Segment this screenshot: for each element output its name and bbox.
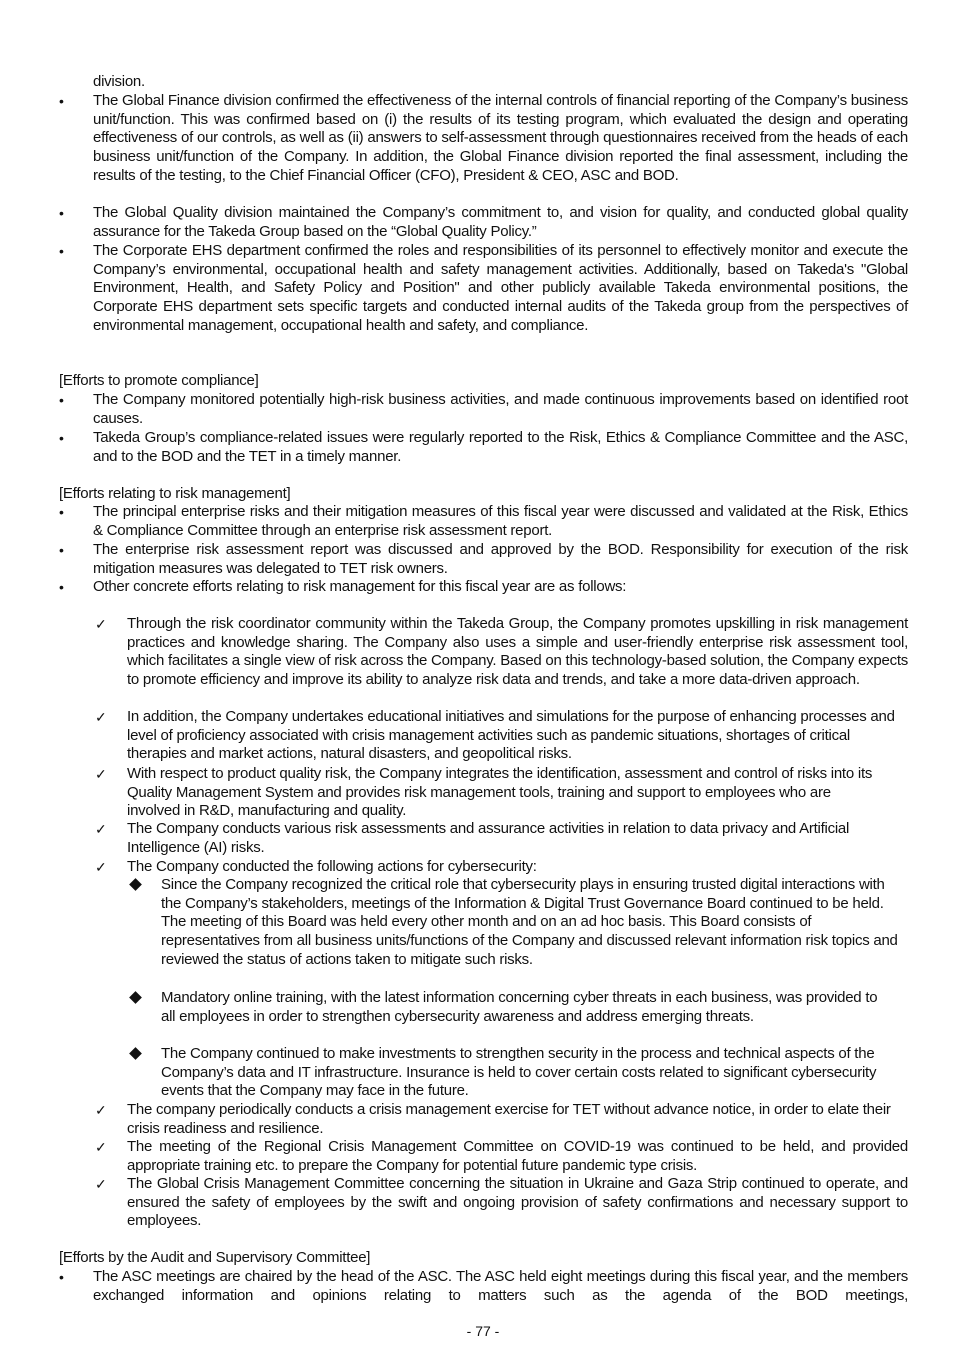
checkmark-icon: ✓: [95, 1139, 107, 1155]
risk-bullet: The principal enterprise risks and their mitigation measures of this fiscal year were discussed and validated at the Risk, Ethics & Compliance Committee through an enterprise risk assessment report.: [93, 503, 908, 539]
checkmark-icon: ✓: [95, 1176, 107, 1192]
risk-bullet: The enterprise risk assessment report was discussed and approved by the BOD. Responsibility for execution of the risk mitigation measures was delegated to TET risk owners.: [93, 541, 908, 577]
compliance-bullet: The Company monitored potentially high-risk business activities, and made continuous improvements based on identified root causes.: [93, 391, 908, 427]
risk-bullet: Other concrete efforts relating to risk management for this fiscal year are as follows:: [93, 578, 627, 595]
check-item-product-quality: With respect to product quality risk, the Company integrates the identification, assessment and control of risks into its Quality Management System and provides risk management tools, training and support to employees who are involved in R&D, manufacturing and quality.: [127, 765, 873, 820]
bullet-global-finance: The Global Finance division confirmed the effectiveness of the internal controls of financial reporting of the Company’s business unit/function. This was confirmed based on (i) the results of its testing program, which evaluated the design and operating effectiveness of our controls, as well as (ii) answers to self-assessment through questionnaires received from the heads of each business unit/function of the Company. In addition, the Global Finance division reported the final assessment, including the results of the testing, to the Chief Financial Officer (CFO), President & CEO, ASC and BOD.: [93, 92, 908, 184]
bullet-icon: •: [59, 243, 64, 259]
section-heading-risk-management: [Efforts relating to risk management]: [59, 485, 291, 502]
bullet-icon: •: [59, 579, 64, 595]
bullet-icon: •: [59, 93, 64, 109]
check-item-global-crisis-committee: The Global Crisis Management Committee concerning the situation in Ukraine and Gaza Strip continued to operate, and ensured the safety of employees by the swift and ongoing provision of safety confirmations and necessary support to employees.: [127, 1175, 908, 1230]
page-number: - 77 -: [466, 1323, 500, 1339]
check-item-risk-coordinator: Through the risk coordinator community within the Takeda Group, the Company promotes upskilling in risk management practices and knowledge sharing. The Company also uses a simple and user-friendly enterprise risk assessment tool, which facilitates a single view of risk across the Company. Based on this technology-based solution, the Company expects to promote efficiency and improve its ability to analyze risk data and trends, and take a more data-driven approach.: [127, 615, 908, 689]
check-item-covid-committee: The meeting of the Regional Crisis Management Committee on COVID-19 was continued to be held, and provided appropriate training etc. to prepare the Company for potential future pandemic type crisis.: [127, 1138, 908, 1174]
bullet-icon: •: [59, 392, 64, 408]
diamond-item-governance-board: Since the Company recognized the critical role that cybersecurity plays in ensuring trusted digital interactions with the Company’s stakeholders, meetings of the Information & Digital Trust Governance Board continued to be held. The meeting of this Board was held every other month and on an ad hoc basis. This Board consists of representatives from all business units/functions of the Company and discussed relevant information risk topics and reviewed the status of actions taken to mitigate such risks.: [161, 876, 898, 968]
bullet-icon: •: [59, 430, 64, 446]
continuation-text: division.: [93, 73, 145, 90]
checkmark-icon: ✓: [95, 859, 107, 875]
checkmark-icon: ✓: [95, 709, 107, 725]
diamond-bullet-icon: [129, 991, 142, 1004]
check-item-data-privacy: The Company conducts various risk assessments and assurance activities in relation to data privacy and Artificial Intelligence (AI) risks.: [127, 820, 850, 856]
bullet-icon: •: [59, 1269, 64, 1285]
checkmark-icon: ✓: [95, 766, 107, 782]
bullet-global-quality: The Global Quality division maintained the Company’s commitment to, and vision for quality, and conducted global quality assurance for the Takeda Group based on the “Global Quality Policy.”: [93, 204, 908, 240]
check-item-cybersecurity: The Company conducted the following actions for cybersecurity:: [127, 858, 537, 875]
check-item-crisis-exercise: The company periodically conducts a crisis management exercise for TET without advance notice, in order to elate their crisis readiness and resilience.: [127, 1101, 891, 1137]
section-heading-asc: [Efforts by the Audit and Supervisory Committee]: [59, 1249, 371, 1266]
section-heading-compliance: [Efforts to promote compliance]: [59, 372, 259, 389]
diamond-item-online-training: Mandatory online training, with the latest information concerning cyber threats in each business, was provided to all employees in order to strengthen cybersecurity awareness and address emerging threats.: [161, 989, 878, 1025]
compliance-bullet: Takeda Group’s compliance-related issues were regularly reported to the Risk, Ethics & Compliance Committee and the ASC, and to the BOD and the TET in a timely manner.: [93, 429, 908, 465]
checkmark-icon: ✓: [95, 1102, 107, 1118]
diamond-item-investments: The Company continued to make investments to strengthen security in the process and technical aspects of the Company’s data and IT infrastructure. Insurance is held to cover certain costs related to significant cybersecurity events that the Company may face in the future.: [161, 1045, 877, 1100]
checkmark-icon: ✓: [95, 821, 107, 837]
bullet-icon: •: [59, 205, 64, 221]
diamond-bullet-icon: [129, 1047, 142, 1060]
checkmark-icon: ✓: [95, 616, 107, 632]
bullet-icon: •: [59, 504, 64, 520]
asc-bullet: The ASC meetings are chaired by the head of the ASC. The ASC held eight meetings during this fiscal year, and the members exchanged information and opinions relating to matters such as the agenda of the BOD meetings,: [93, 1268, 908, 1304]
diamond-bullet-icon: [129, 878, 142, 891]
bullet-corporate-ehs: The Corporate EHS department confirmed the roles and responsibilities of its personnel to effectively monitor and execute the Company’s environmental, occupational health and safety management activities. Additionally, based on Takeda's "Global Environment, Health, and Safety Policy and Position" and other publicly available Takeda environmental positions, the Corporate EHS department sets specific targets and conducted internal audits of the Takeda group from the perspectives of environmental management, occupational health and safety, and compliance.: [93, 242, 908, 334]
bullet-icon: •: [59, 542, 64, 558]
check-item-educational-initiatives: In addition, the Company undertakes educational initiatives and simulations for the purpose of enhancing processes and level of proficiency associated with crisis management activities such as pandemic situations, shortages of critical therapies and market actions, natural disasters, and geopolitical risks.: [127, 708, 895, 763]
